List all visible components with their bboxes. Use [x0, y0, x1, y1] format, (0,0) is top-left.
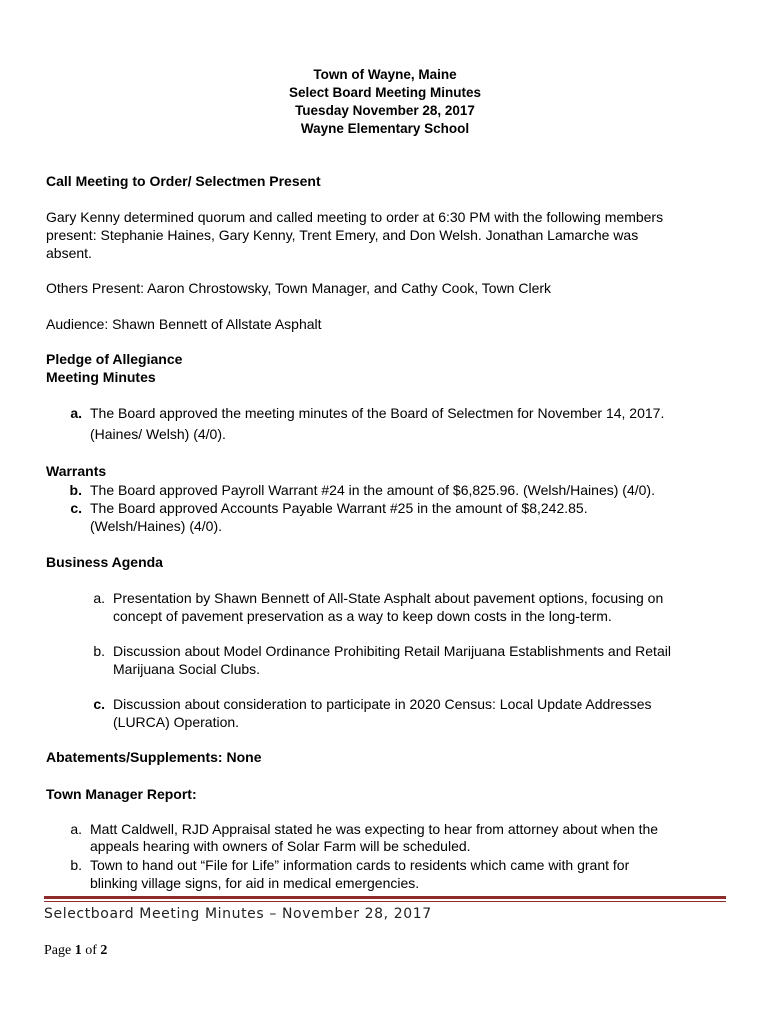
title-line-town: Town of Wayne, Maine	[313, 67, 457, 82]
list-item-text-cont: (Haines/ Welsh) (4/0).	[90, 426, 226, 442]
title-line-date: Tuesday November 28, 2017	[295, 103, 475, 118]
page-of: of	[81, 943, 101, 958]
page-prefix: Page	[44, 943, 75, 958]
quorum-text-line1: Gary Kenny determined quorum and called meeting to order at 6:30 PM with the following members	[46, 209, 664, 225]
list-item-text: The Board approved the meeting minutes of the Board of Selectmen for November 14, 2017.	[90, 405, 665, 421]
list-item-text: Discussion about consideration to participate in 2020 Census: Local Update Addresses	[113, 696, 652, 712]
abatements-heading: Abatements/Supplements: None	[46, 749, 262, 765]
page-number	[44, 943, 107, 959]
audience-text: Audience: Shawn Bennett of Allstate Asphalt	[46, 316, 322, 332]
list-item-label: c.	[93, 696, 105, 712]
list-item-text: Presentation by Shawn Bennett of All-State Asphalt about pavement options, focusing on	[113, 590, 664, 606]
list-item-text: Discussion about Model Ordinance Prohibiting Retail Marijuana Establishments and Retail	[113, 643, 671, 659]
list-item-label: b.	[93, 643, 105, 659]
footer-title: Selectboard Meeting Minutes – November 28, 2017	[44, 906, 432, 922]
pledge-heading: Pledge of Allegiance	[46, 351, 183, 367]
list-item-label: a.	[93, 590, 105, 606]
title-line-board: Select Board Meeting Minutes	[288, 85, 482, 100]
town-manager-heading: Town Manager Report:	[46, 786, 197, 802]
list-item-label: a.	[70, 821, 82, 837]
list-item-label: c.	[70, 500, 82, 516]
list-item-text: Matt Caldwell, RJD Appraisal stated he was expecting to hear from attorney about when the	[90, 821, 659, 837]
page-total: 2	[100, 943, 108, 958]
page-current: 1	[74, 943, 82, 958]
meeting-minutes-heading: Meeting Minutes	[46, 369, 156, 385]
quorum-text-line2: present: Stephanie Haines, Gary Kenny, Trent Emery, and Don Welsh. Jonathan Lamarche was	[46, 227, 639, 243]
others-present-text: Others Present: Aaron Chrostowsky, Town Manager, and Cathy Cook, Town Clerk	[46, 280, 552, 296]
list-item-text-cont: (Welsh/Haines) (4/0).	[90, 518, 223, 534]
list-item-text-cont: appeals hearing with owners of Solar Farm will be scheduled.	[90, 838, 471, 854]
warrants-heading: Warrants	[46, 463, 107, 479]
list-item-text-cont: blinking village signs, for aid in medical emergencies.	[90, 875, 420, 891]
footer-divider-thin	[44, 901, 726, 902]
footer-divider-thick	[44, 896, 726, 899]
call-to-order-heading: Call Meeting to Order/ Selectmen Present	[46, 173, 321, 189]
list-item-label: b.	[69, 482, 82, 498]
business-agenda-heading: Business Agenda	[46, 554, 163, 570]
list-item-text: The Board approved Payroll Warrant #24 in the amount of $6,825.96. (Welsh/Haines) (4/0).	[90, 482, 655, 498]
title-line-location: Wayne Elementary School	[300, 121, 470, 136]
list-item-text: The Board approved Accounts Payable Warrant #25 in the amount of $8,242.85.	[90, 500, 588, 516]
list-item-text-cont: (LURCA) Operation.	[113, 714, 240, 730]
list-item-text-cont: Marijuana Social Clubs.	[113, 661, 261, 677]
list-item-label: b.	[70, 857, 82, 873]
list-item-label: a.	[70, 405, 82, 421]
list-item-text: Town to hand out “File for Life” information cards to residents which came with grant for	[90, 857, 630, 873]
document-title	[0, 66, 770, 138]
list-item-text-cont: concept of pavement preservation as a way to keep down costs in the long-term.	[113, 608, 612, 624]
quorum-text-line3: absent.	[46, 245, 92, 261]
